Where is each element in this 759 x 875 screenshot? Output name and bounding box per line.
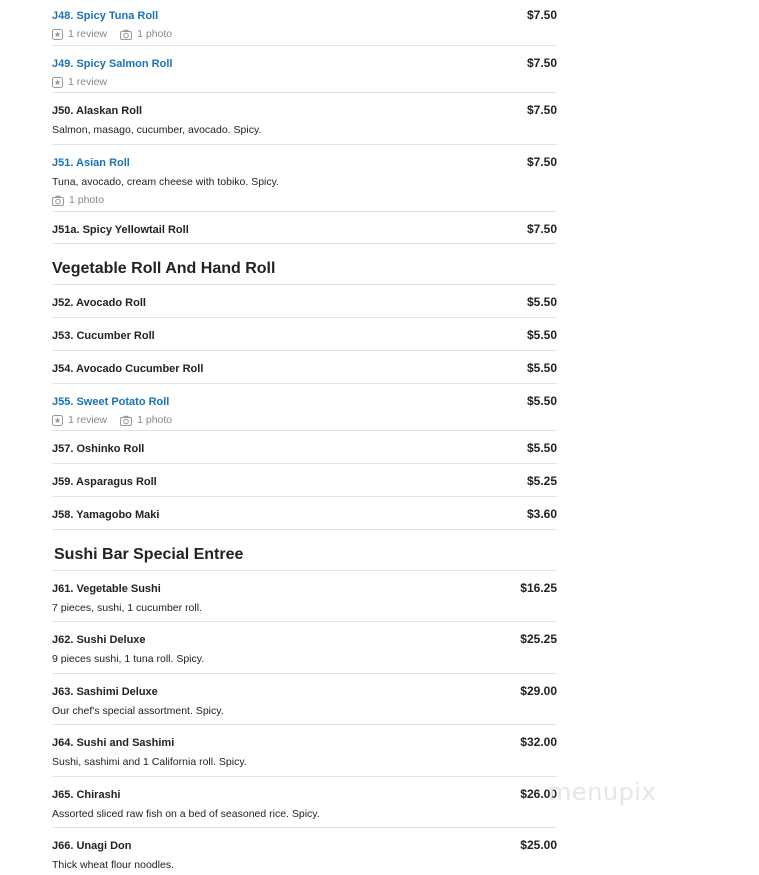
item-description: Tuna, avocado, cream cheese with tobiko. Spicy.	[52, 176, 280, 188]
menu-item	[52, 212, 557, 244]
item-price: $5.50	[526, 361, 557, 375]
item-row	[52, 295, 557, 309]
item-price: $5.50	[526, 441, 557, 455]
item-price: $5.50	[526, 328, 557, 342]
item-row	[52, 103, 557, 117]
section-title: Vegetable Roll And Hand Roll	[52, 253, 557, 285]
item-price: $3.60	[526, 507, 557, 521]
photo-count-label: 1 photo	[137, 28, 173, 40]
menu-item	[52, 318, 557, 351]
section-title: Sushi Bar Special Entree	[52, 539, 557, 571]
menu-item	[52, 725, 557, 777]
menu-item[interactable]	[52, 0, 557, 46]
item-description: 7 pieces, sushi, 1 cucumber roll.	[52, 602, 202, 614]
camera-icon	[120, 415, 132, 426]
item-price: $7.50	[526, 155, 557, 169]
photo-count-link[interactable]	[120, 414, 172, 426]
photo-count-label: 1 photo	[137, 414, 173, 426]
photo-count-link[interactable]	[120, 28, 172, 40]
item-row	[52, 56, 557, 70]
item-name-link[interactable]: J49. Spicy Salmon Roll	[52, 58, 173, 70]
star-review-icon	[52, 29, 63, 40]
menu-item	[52, 93, 557, 145]
item-row	[52, 507, 557, 521]
menu-item	[52, 431, 557, 464]
menu-item	[52, 622, 557, 674]
item-price: $25.00	[520, 838, 557, 852]
item-row	[52, 155, 557, 169]
item-name: J51a. Spicy Yellowtail Roll	[52, 224, 189, 236]
item-name: J58. Yamagobo Maki	[52, 509, 160, 521]
item-row	[52, 632, 557, 646]
item-row	[52, 222, 557, 236]
item-name: J54. Avocado Cucumber Roll	[52, 363, 204, 375]
item-row	[52, 787, 557, 801]
item-meta	[52, 28, 557, 40]
item-row	[52, 474, 557, 488]
review-count-link[interactable]	[52, 76, 107, 88]
star-review-icon	[52, 415, 63, 426]
menu-item	[52, 571, 557, 622]
menu-item	[52, 285, 557, 318]
item-row	[52, 684, 557, 698]
menu-item[interactable]	[52, 46, 557, 93]
item-name: J59. Asparagus Roll	[52, 476, 157, 488]
item-price: $7.50	[526, 56, 557, 70]
item-price: $29.00	[520, 684, 557, 698]
item-name: J57. Oshinko Roll	[52, 443, 145, 455]
item-price: $5.50	[526, 295, 557, 309]
item-meta	[52, 194, 557, 206]
menu-item[interactable]	[52, 384, 557, 431]
item-row	[52, 581, 557, 595]
review-count-link[interactable]	[52, 414, 107, 426]
item-price: $7.50	[526, 222, 557, 236]
item-price: $7.50	[526, 103, 557, 117]
menu-item[interactable]	[52, 145, 557, 212]
item-row	[52, 394, 557, 408]
item-price: $25.25	[520, 632, 557, 646]
item-description: Sushi, sashimi and 1 California roll. Spicy.	[52, 756, 247, 768]
item-price: $26.00	[520, 787, 557, 801]
item-description: Assorted sliced raw fish on a bed of seasoned rice. Spicy.	[52, 808, 320, 820]
item-row	[52, 441, 557, 455]
menu-item	[52, 351, 557, 384]
item-description: Salmon, masago, cucumber, avocado. Spicy.	[52, 124, 262, 136]
menu-item	[52, 828, 557, 875]
item-row	[52, 361, 557, 375]
item-name: J63. Sashimi Deluxe	[52, 686, 158, 698]
item-price: $16.25	[520, 581, 557, 595]
camera-icon	[120, 29, 132, 40]
watermark: menupix	[548, 778, 657, 806]
item-name: J65. Chirashi	[52, 789, 121, 801]
item-name-link[interactable]: J51. Asian Roll	[52, 157, 130, 169]
photo-count-label: 1 photo	[69, 194, 105, 206]
star-review-icon	[52, 77, 63, 88]
menu-item	[52, 464, 557, 497]
item-price: $5.25	[526, 474, 557, 488]
item-name: J50. Alaskan Roll	[52, 105, 143, 117]
item-row	[52, 838, 557, 852]
review-count-link[interactable]	[52, 28, 107, 40]
item-name-link[interactable]: J55. Sweet Potato Roll	[52, 396, 170, 408]
item-price: $7.50	[526, 8, 557, 22]
item-name: J62. Sushi Deluxe	[52, 634, 146, 646]
review-count-label: 1 review	[68, 76, 108, 88]
item-name: J52. Avocado Roll	[52, 297, 146, 309]
camera-icon	[52, 195, 64, 206]
photo-count-link[interactable]	[52, 194, 104, 206]
item-description: Thick wheat flour noodles.	[52, 859, 174, 871]
item-name: J64. Sushi and Sashimi	[52, 737, 175, 749]
review-count-label: 1 review	[68, 414, 108, 426]
menu-item	[52, 674, 557, 725]
item-row	[52, 8, 557, 22]
menu-item	[52, 777, 557, 828]
item-description: 9 pieces sushi, 1 tuna roll. Spicy.	[52, 653, 205, 665]
item-row	[52, 328, 557, 342]
menu-item	[52, 497, 557, 530]
item-name-link[interactable]: J48. Spicy Tuna Roll	[52, 10, 159, 22]
item-row	[52, 735, 557, 749]
item-meta	[52, 414, 557, 426]
item-name: J61. Vegetable Sushi	[52, 583, 161, 595]
review-count-label: 1 review	[68, 28, 108, 40]
item-price: $5.50	[526, 394, 557, 408]
item-name: J66. Unagi Don	[52, 840, 132, 852]
item-price: $32.00	[520, 735, 557, 749]
item-description: Our chef's special assortment. Spicy.	[52, 705, 224, 717]
item-name: J53. Cucumber Roll	[52, 330, 155, 342]
item-meta	[52, 76, 557, 88]
